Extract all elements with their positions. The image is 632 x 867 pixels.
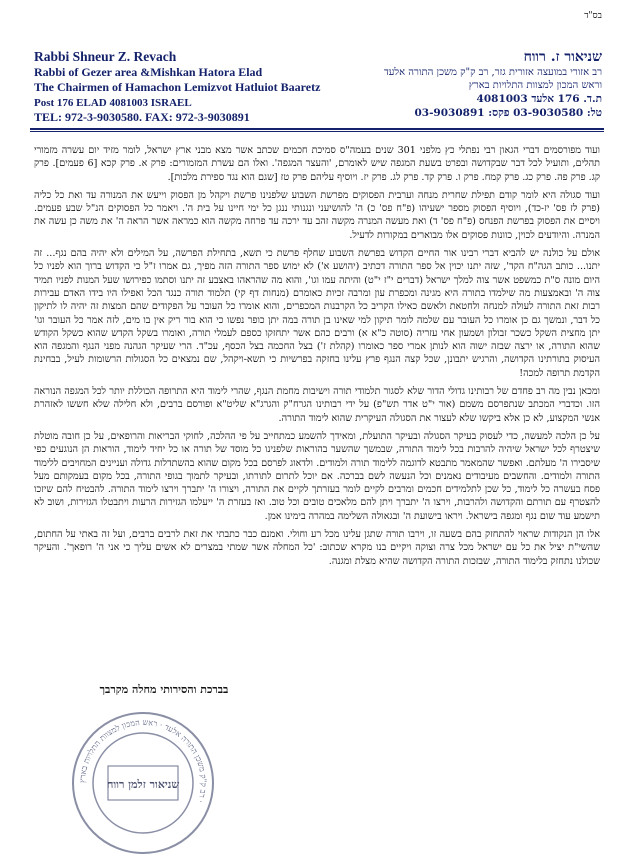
english-title-line-2: The Chairmen of Hamachon Lemizvot Hatluiot Baaretz bbox=[34, 80, 321, 94]
header-divider-thin bbox=[30, 131, 604, 132]
rabbi-stamp bbox=[68, 708, 218, 858]
paragraph-1-end: ויוסיף עליהם פרק טז [שגם הוא נגד ספירת מלכות]. bbox=[167, 171, 358, 183]
closing-blessing: בברכת והסירותי מחלה מקרבך bbox=[99, 683, 229, 696]
hebrew-letterhead bbox=[302, 48, 602, 120]
english-phone-fax: TEL: 972-3-9030580. FAX: 972-3-9030891 bbox=[34, 110, 250, 124]
stamp-center-name: שניאור זלמן רווח bbox=[106, 778, 180, 791]
paragraph-2: ועוד סגולה היא לומר קודם תפילת שחרית מנחה וערבית הפסוקים מפרשת השבוע שלפנינו פרשת ויקהל מן הפסוק וייעש את המנורה עד ואת כל כליה (פרק לז פס' יז-כד), ויוסיף הפסוק מספר ישעיהו (פ"ח פס' כ) ה' להושיעני ונגנותי ננגן כל ימי חיינו על בית ה'. ויאמר כל הפסוקים הנ"ל שבע פעמים. ויסיים את הפסוק בפרשת הפנחס (פ"ח פס' ד) ואת מעשה המנרה מקשה זהב עד ירכה עד פרחה מקשה הוא כמראה אשר הראה ה' את משה כן עשה את המנרה. והיודעים לכוין, כוונות פסוקים אלו מבוארים במקורות לדעיל. bbox=[34, 189, 600, 241]
stamp-ring-text: רב ק"ק משכן התורה אלעד · ראש המכון למצוות התלויות בארץ · bbox=[77, 717, 209, 805]
header-divider bbox=[30, 128, 604, 130]
english-title-line-1: Rabbi of Gezer area &Mishkan Hatora Elad bbox=[34, 65, 263, 79]
paragraph-1 bbox=[34, 144, 600, 184]
hebrew-phone-fax: טל: 03-9030580 פקס: 03-9030891 bbox=[414, 107, 602, 119]
paragraph-5: על כן הלכה למעשה, כדי לעסוק בעיקר הסגולה ובעיקר התועלת, ומאידך להשמע כמתחייב על פי ההלכה, לחוקי הבריאות והרופאים, על כן חובה מוטלת שיצטרף לכל ישראל שיהיה להרבות בכל לימוד התורה, שבמשך שהשער בהוראות שלפנינו כל מוסד של תורה או כל יחיד לימוד, הוראות הן הנוגעים כפי שיסבירו ה' מעלתם. ואפשר שהמאמר מתבטא לדוגמה ללימוד תורה ולמודים. ולדאוג לפרסם בכל מקום שהוא בהשתדלות גדולה ועניינים המחויבים ללימוד התורה ולמודים. והחשבים מעיבודים נאמנים וכל הנעשה לשם בברכה. אם יוכל לתרום לתורתו, ובעיקר לתמוך בגופי התורה, בכל מקום בעמקותם מעל פסח בעשרה כל לימוד, כל שכן לתלמידים חכמים ומרבים לקיים לומר בעזרתך לקיים את התורה, ויצורו ה' יתברך וירצו לימוד התורה. להבטיח להם שיזכו להצטרף עם תורתם והקדושה ולהרבות, וירצו ה' יתברך ויתן להם מלאכים טובים וכל טוב. ואז בעזרת ה' ייעלמו הגזירות הרעות ויתבטלו הגזירות, ושוב לא תישמע עוד שום נגף ומגפה בישראל. ויראו בישועת ה' ובגאולה השלימה במהרה בימינו אמן. bbox=[34, 430, 600, 522]
paragraph-6: אלו הן הנקודות שראוי להתחזק בהם בשעה זו, וירבו תורה שתגן עלינו מכל רע וחולי. ואמנם כבר כתבתי את זאת לרבים ברבים, ועל זה באתי על החתום, שהשי"ת יציל את כל עם ישראל מכל צרה וצוקה ויקיים בנו מקרא שכתוב: 'כל המחלה אשר שמתי במצרים לא אשים עליך כי אני ה' רופאך'. והעיקר שכולנו נתחזק בלימוד התורה, שבזכות התורה הקדושה שהיא מצלת ומגנה. bbox=[34, 529, 600, 567]
english-name: Rabbi Shneur Z. Revach bbox=[34, 49, 177, 64]
hebrew-name: שניאור ז. רווח bbox=[523, 49, 602, 65]
paragraph-3: אולם על כולנה יש להביא דברי רבינו אור החיים הקדוש בפרשת השבוע שחלף פרשת כי תשא, בתחילת הפרשה, על המילים ולא יהיה בהם נגף... זה יתנו... כותב הגה"ח הקד', שזה יתנו יכוין אל ספר התורה דכתיב (יהושע א') לא ימוש ספר התורה הזה מפיך, גם אמרו ז"ל כי הקדוש ברוך הוא לפניו כל היום מונה ס"ת כמשפט אשר צוה למלך ישראל (דברים י"ז י"ט) והיתה עמו וגו', והוא מה שהראהו באצבע זה יתנו וסתמו כפירושו שעל המנות לפניו תמיד צוה ה' ובאמצעות מה שילמדו בתורה היא מגינה ומכפרת עון ומרבה זכיות כאומרם (מנחות דף קי) תלמוד תורה כנגד הכל ואפילו היו בידו האדם עבירות רבות זאת התורה לעולה למנחה ולחטאת ולאשם כאילו הקריב כל הקרבנות המכפרים, והוא אומרו כל העובר על הפקודים שהם המצות זה יהיה לו לתיקון כל דבר, ונמשך גם כן אומרו כל העובר עם שלמה לומר תיקון למי שאינו בן תורה במה יתן כופר נפשו כי הוא בור ריק אין בו מים, לזה אמר כל העובר וגו' יתן מחצית השקל כשכר זבולון ושמעון אחי עזריה (סוטה כ"א א) ורבים כהם אשר יתחזקו כספם לעמלי תורה, ואומרו בשקל הקדש שהוא כשקל הקודש שהוא התורה, או ירצה שבזה ישוה הוא לנותן אמרי ספר כאומרו (קהלת ז') בצל החכמה בצל הכסף, עכ"ד. הרי שעיקר הגהנה מפני הנגף והמגפה הוא העיסוק בתורתינו הקדושה, והרגיש יתבונן, שכל קצה הנגף פרץ עלינו בחזקה בפרשיות כי תשא-ויקהל, שם נמצאים כל הסגולות הרשומות לעיל, בבחינת הקדמת תרופה למכה! bbox=[34, 248, 600, 379]
paragraph-1-text: ועוד מפורסמים דברי הגאון רבי נפתלי כץ מלפני 301 שנים בעמה"ס סמיכת חכמים שכתב אשר מצא מבני ארץ ישראל, לומר מזיד יום עשרה מזמורי תהלים, ותועיל לכל דבר שבקדושה ובפרט בשעת המגפה שיש לאומרם, 'והעצר המגפה'. ואלו הם עשרת המזמורים: פרק א. פרק קכא [6 פעמים]. פרק קג. פרק פה. פרק כג. פרק קמח. פרק ו. פרק קד. פרק לג. פרק יז. bbox=[34, 145, 601, 183]
paragraph-4: ומכאן נבין מה רב פחדם של רבותינו גדולי הדור שלא לסגור תלמודי תורה וישיבות מחמת הנגף, שהרי לימוד היא התרופה הכוללת יותר לכל המגפה הנוראה הזו. וכדברי המכתב שנתפרסם משמם (אור י"ט אדר תש"פ) על ידי רבותינו הגרח"ק והגרג"א שליט"א ופורסם ברבים, ולא חלילה שלא חששו לאזהרת אנשי המקצוע, לא כן אלא ביקשו שלא לעצור את הסגולה העיקרית שהוא לימוד התורה. bbox=[34, 386, 600, 424]
english-post-address: Post 176 ELAD 4081003 ISRAEL bbox=[34, 97, 192, 109]
letter-body bbox=[34, 144, 600, 573]
hebrew-title-line-2: וראש המכון למצוות התלויות בארץ bbox=[468, 80, 602, 91]
hebrew-title-line-1: רב אזורי במועצה אזורית גזר, רב ק"ק משכן התורה אלעד bbox=[383, 67, 602, 78]
english-letterhead bbox=[34, 48, 334, 125]
hebrew-post-address: ת.ד. 176 אלעד 4081003 bbox=[476, 93, 602, 105]
bsd-mark: בס"ד bbox=[584, 11, 602, 21]
